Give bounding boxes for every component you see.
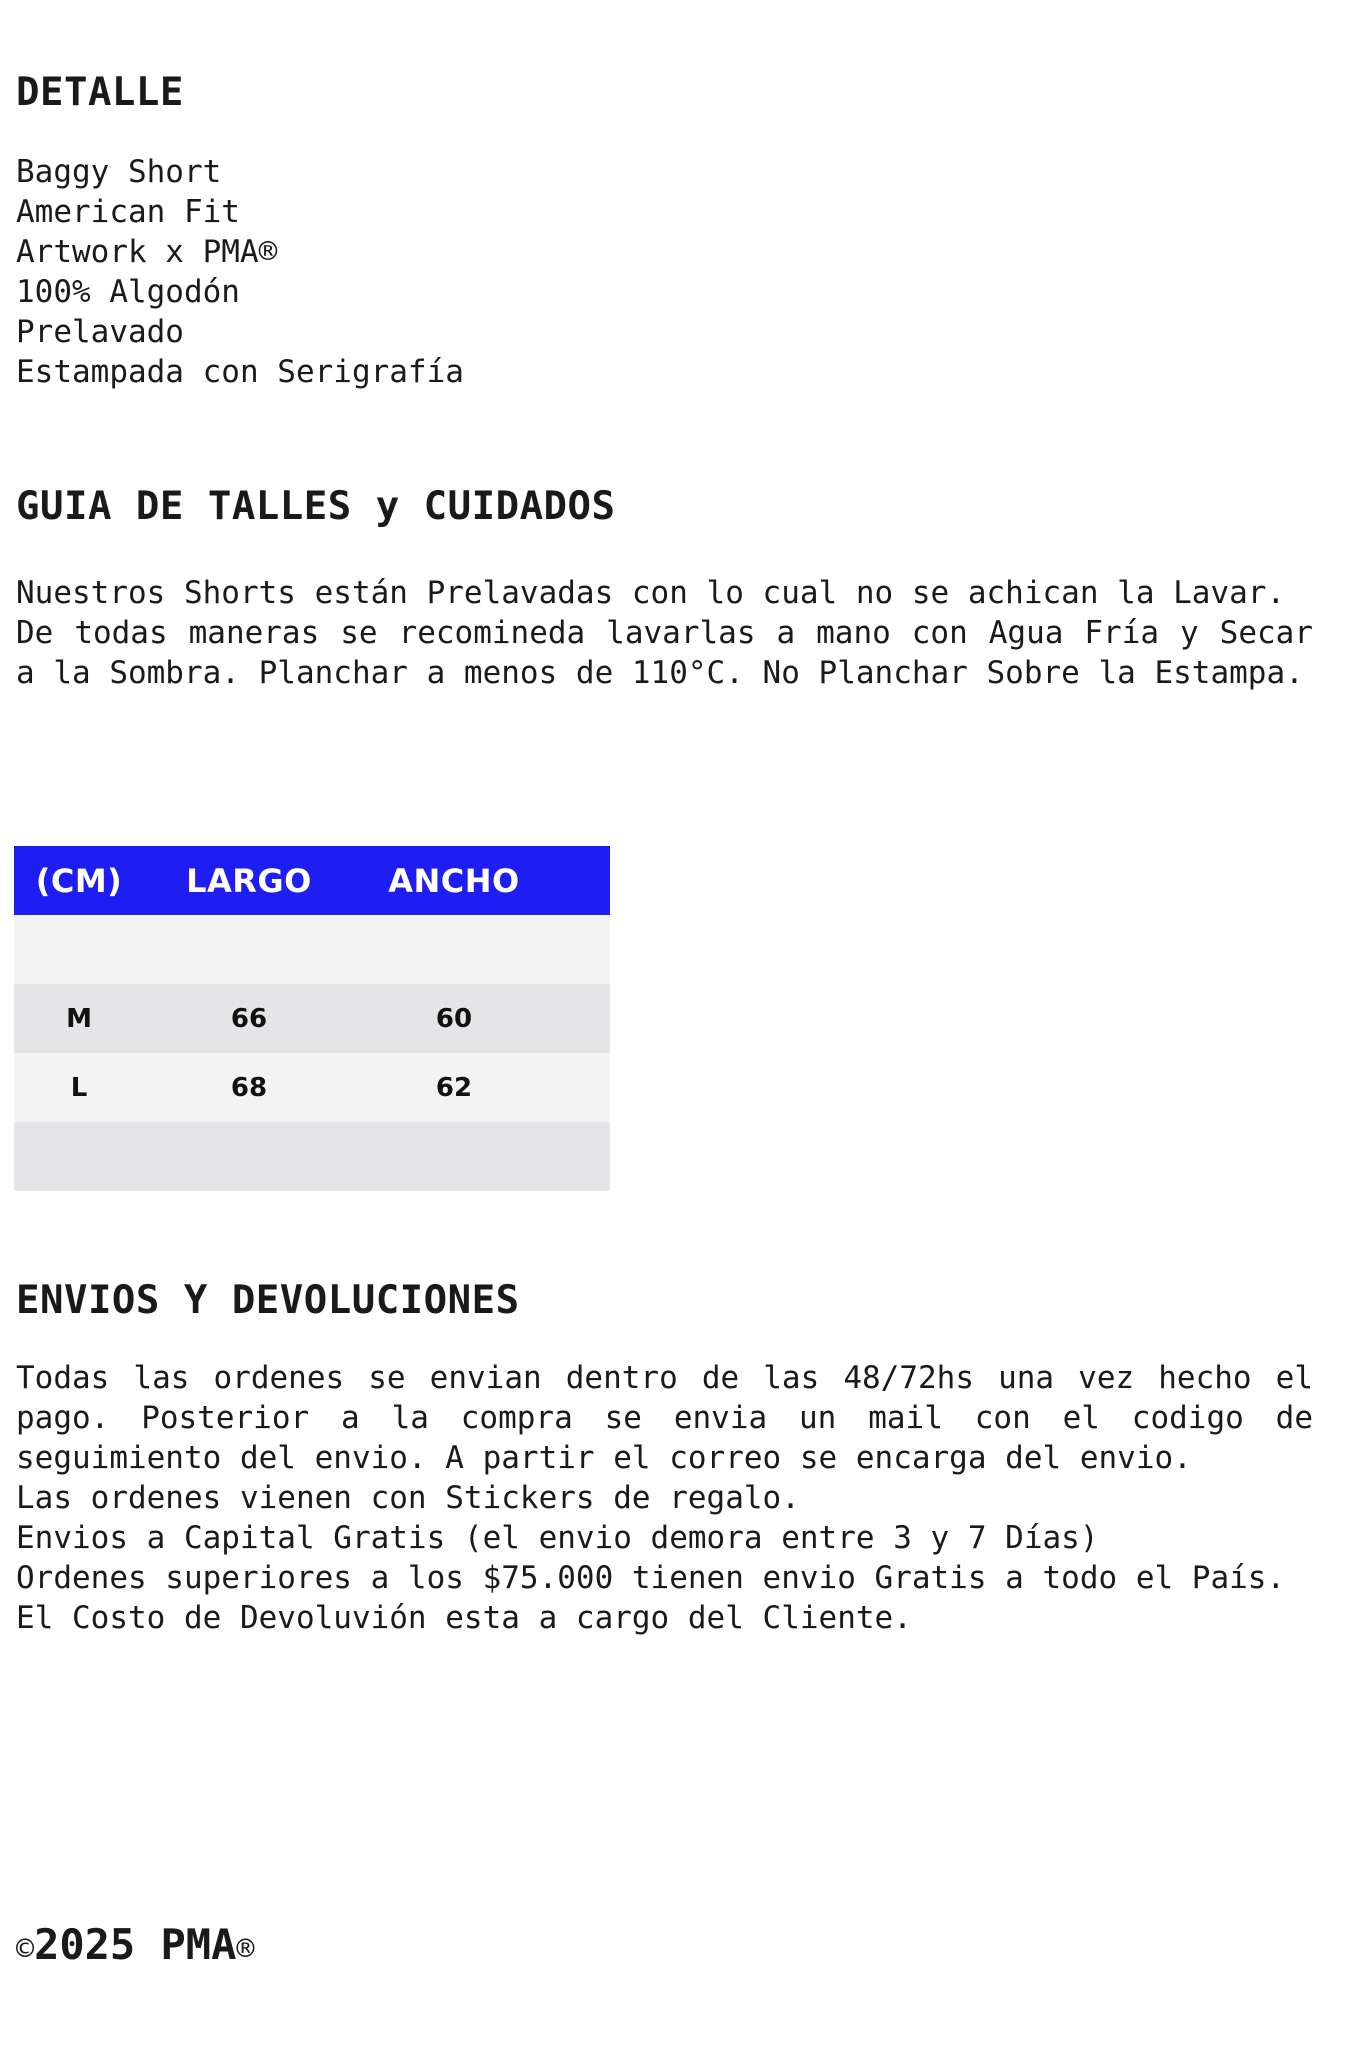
guia-paragraph: Nuestros Shorts están Prelavadas con lo cual no se achican la Lavar.: [16, 575, 1286, 611]
ancho-cell: 62: [354, 1053, 554, 1122]
ancho-cell: 60: [354, 984, 554, 1053]
spacer-cell: [554, 1053, 610, 1122]
envios-text: [16, 1358, 1313, 1638]
size-cell: L: [14, 1053, 144, 1122]
detalle-item: Baggy Short: [16, 154, 222, 190]
envios-line: El Costo de Devoluvión esta a cargo del Cliente.: [16, 1600, 912, 1636]
copyright-symbol: ©: [16, 1932, 35, 1967]
largo-cell: 66: [144, 984, 354, 1053]
guia-text: [16, 573, 1313, 693]
table-row: [14, 915, 610, 984]
size-table-header: [14, 846, 610, 915]
envios-line: Las ordenes vienen con Stickers de regalo.: [16, 1480, 800, 1516]
size-cell: M: [14, 984, 144, 1053]
detalle-list: [16, 152, 464, 392]
spacer-cell: [554, 915, 610, 984]
envios-paragraph: Todas las ordenes se envian dentro de las 48/72hs una vez hecho el pago. Posterior a la compra se envia un mail con el codigo de seguimiento del envio. A partir el correo se encarga del envio.: [16, 1360, 1313, 1476]
guia-paragraph: De todas maneras se recomineda lavarlas a mano con Agua Fría y Secar a la Sombra. Planchar a menos de 110°C. No Planchar Sobre la Estampa.: [16, 615, 1313, 691]
detalle-item: American Fit: [16, 194, 240, 230]
size-cell: [14, 1122, 144, 1191]
spacer-cell: [554, 1122, 610, 1191]
header-spacer: [554, 846, 610, 915]
size-cell: [14, 915, 144, 984]
table-row: [14, 1122, 610, 1191]
header-cm: (CM): [14, 846, 144, 915]
ancho-cell: [354, 1122, 554, 1191]
detalle-heading: DETALLE: [16, 70, 184, 115]
largo-cell: [144, 915, 354, 984]
table-row: [14, 984, 610, 1053]
envios-line: Envios a Capital Gratis (el envio demora entre 3 y 7 Días): [16, 1520, 1099, 1556]
header-ancho: ANCHO: [354, 846, 554, 915]
detalle-item: Artwork x PMA®: [16, 234, 278, 270]
largo-cell: [144, 1122, 354, 1191]
largo-cell: 68: [144, 1053, 354, 1122]
header-largo: LARGO: [144, 846, 354, 915]
spacer-cell: [554, 984, 610, 1053]
envios-paragraph: Ordenes superiores a los $75.000 tienen envio Gratis a todo el País.: [16, 1560, 1286, 1596]
detalle-item: 100% Algodón: [16, 274, 240, 310]
detalle-item: Prelavado: [16, 314, 184, 350]
size-chart-table: [14, 846, 610, 1191]
guia-heading: GUIA DE TALLES y CUIDADOS: [16, 484, 616, 529]
envios-heading: ENVIOS Y DEVOLUCIONES: [16, 1278, 520, 1323]
footer-year-brand: 2025 PMA: [34, 1920, 237, 1969]
ancho-cell: [354, 915, 554, 984]
registered-symbol: ®: [236, 1932, 255, 1967]
detalle-item: Estampada con Serigrafía: [16, 354, 464, 390]
footer-copyright: [16, 1920, 254, 1969]
table-row: [14, 1053, 610, 1122]
